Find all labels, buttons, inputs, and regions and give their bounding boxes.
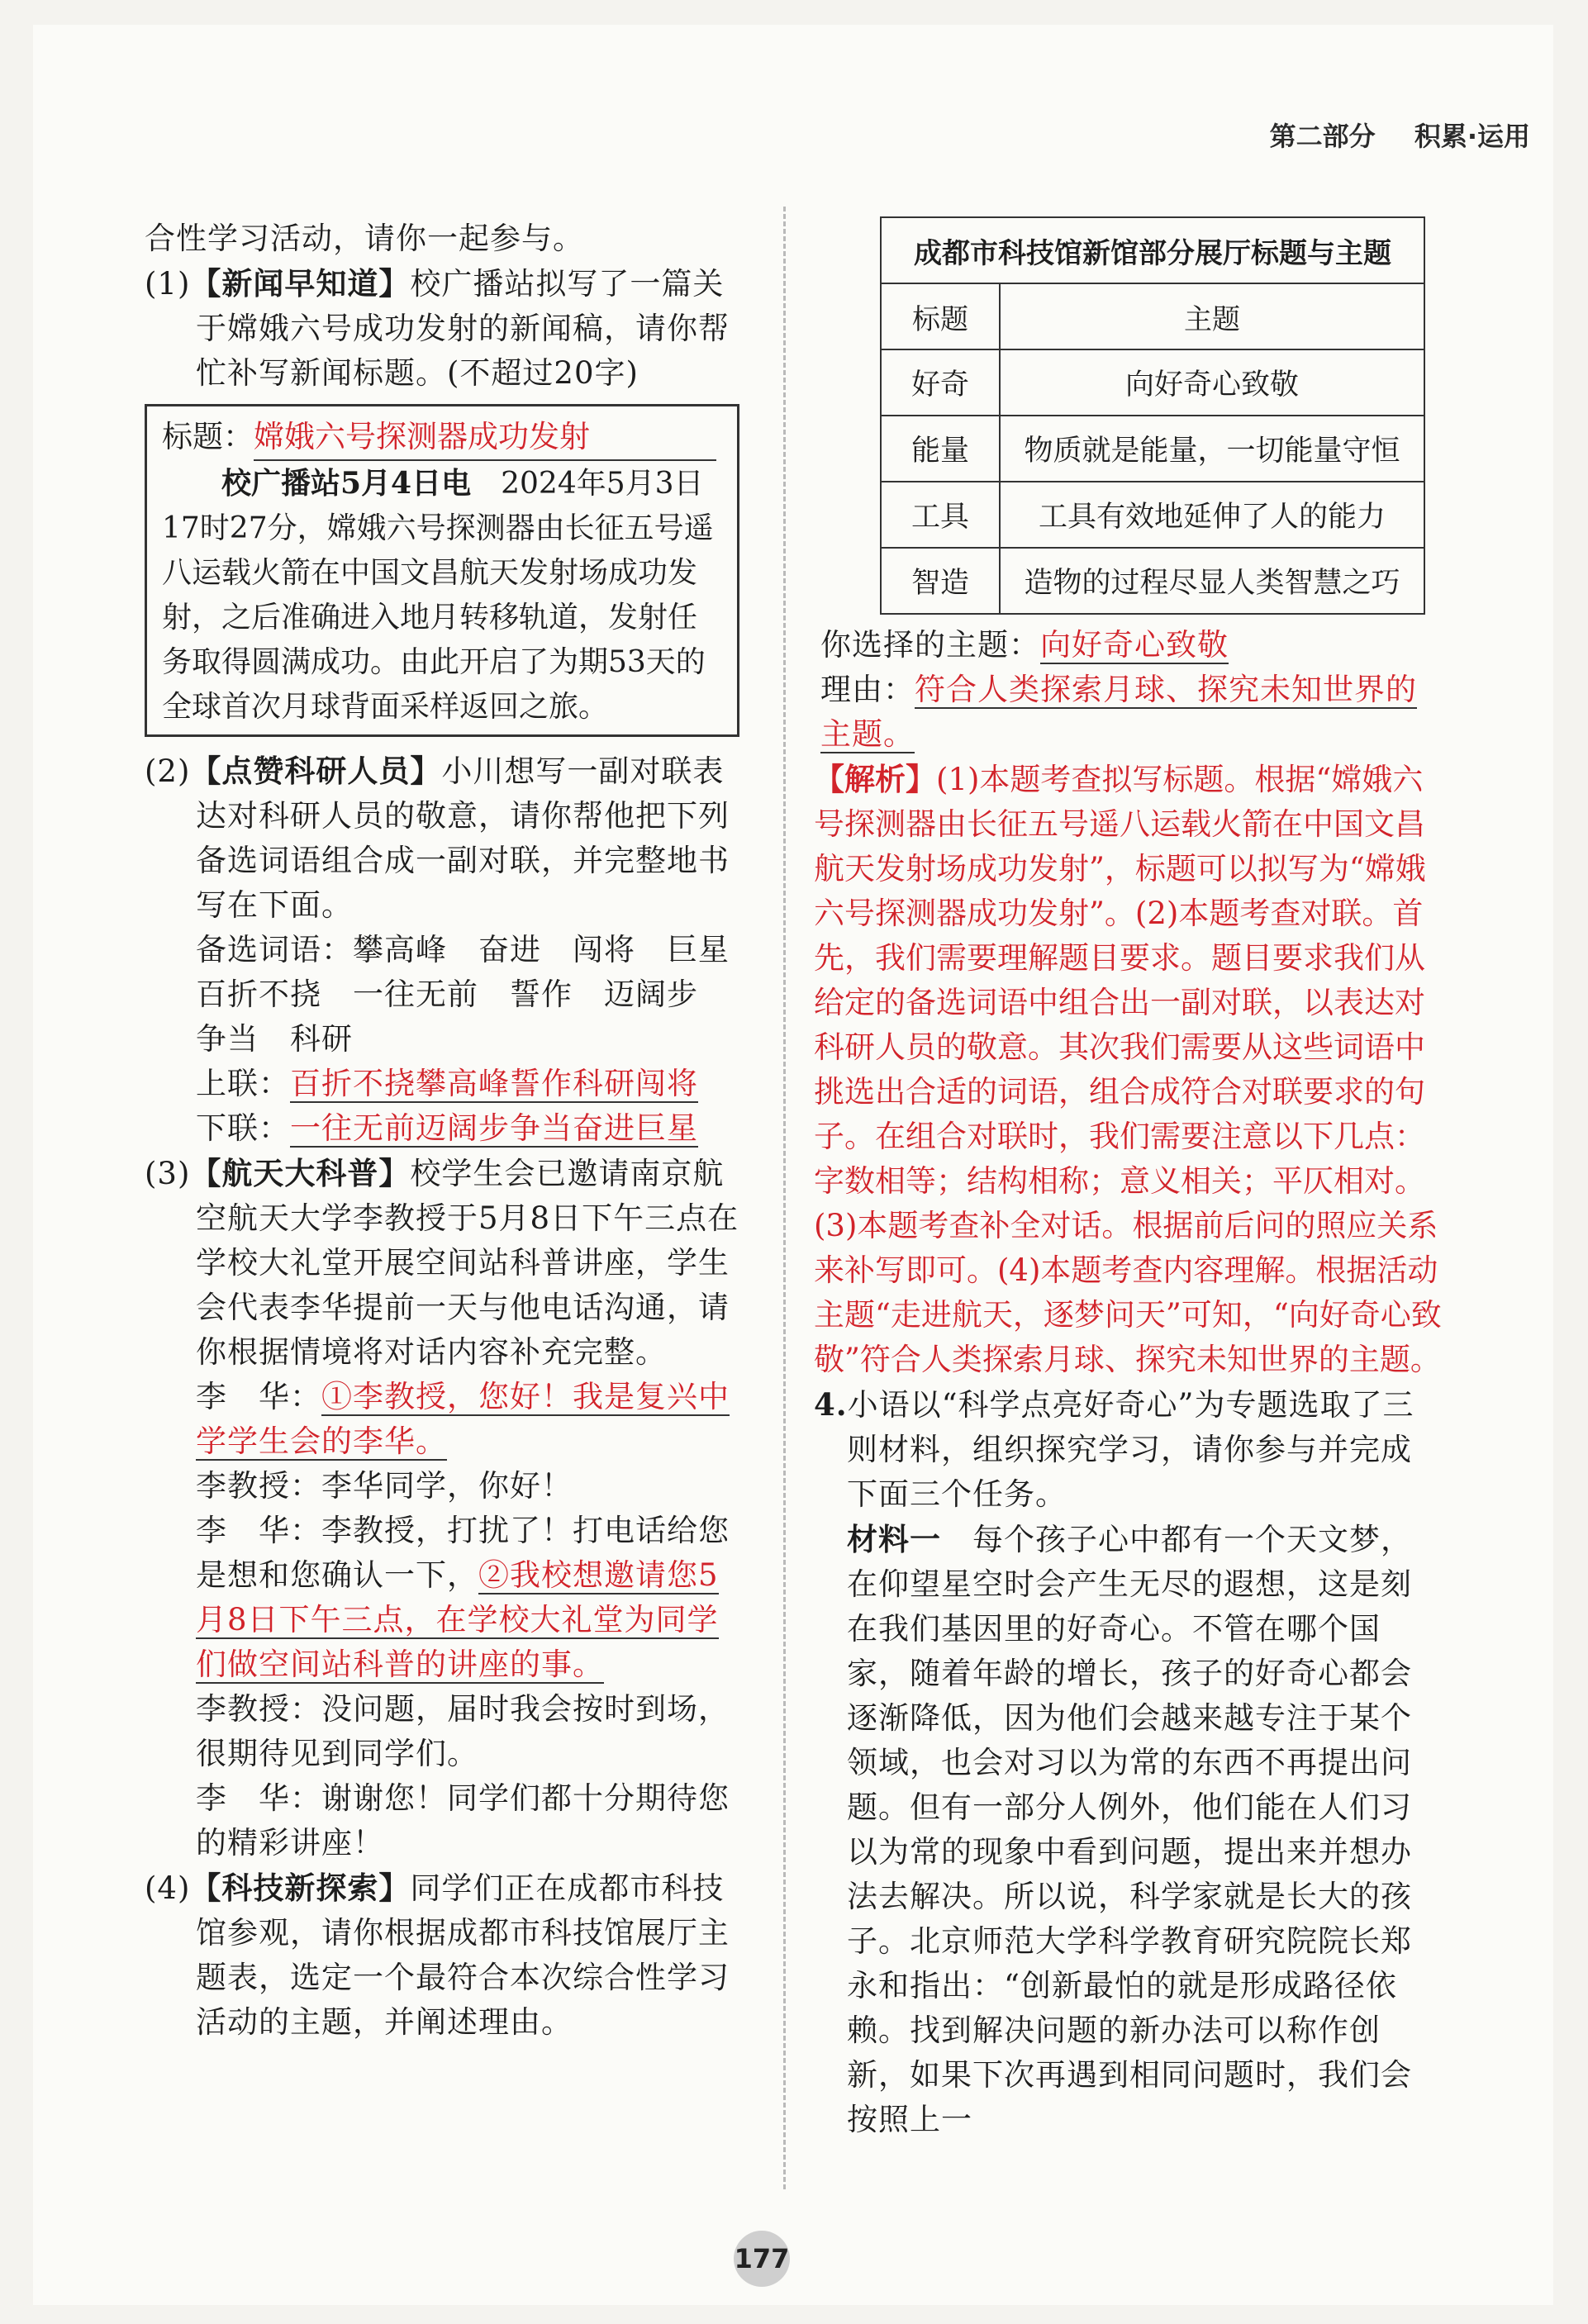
choice-answer[interactable]: 向好奇心致敬: [1040, 627, 1229, 663]
q2-upper: [145, 1062, 739, 1106]
speaker-prof: 李教授：: [196, 1691, 321, 1727]
table-header-theme: 主题: [1000, 283, 1424, 349]
news-title-line: [162, 415, 722, 461]
news-title-label: 标题：: [162, 419, 254, 454]
reason-label: 理由：: [820, 672, 915, 707]
q2-words-label: 备选词语：: [196, 932, 353, 967]
q2-lower-label: 下联：: [196, 1110, 290, 1146]
dialog-li-2: [145, 1509, 739, 1687]
table-cell-title: 工具: [881, 482, 1000, 548]
choice-line: [814, 623, 1442, 668]
q1-prompt: [145, 261, 739, 396]
table-header-title: 标题: [881, 283, 1000, 349]
analysis-text: (1)本题考查拟写标题。根据“嫦娥六号探测器由长征五号遥八运载火箭在中国文昌航天发射场成功发射”，标题可以拟写为“嫦娥六号探测器成功发射”。(2)本题考查对联。首先，我们需要理解题目要求。题目要求我们从给定的备选词语中组合出一副对联，以表达对科研人员的敬意。其次我们需要从这些词语中挑选出合适的词语，组合成符合对联要求的句子。在组合对联时，我们需要注意以下几点：字数相等；结构相称；意义相关；平仄相对。(3)本题考查补全对话。根据前后问的照应关系来补写即可。(4)本题考查内容理解。根据活动主题“走进航天，逐梦问天”可知，“向好奇心致敬”符合人类探索月球、探究未知世界的主题。: [814, 762, 1442, 1377]
table-cell-theme: 造物的过程尽显人类智慧之巧: [1000, 548, 1424, 614]
blank1-num: ①: [321, 1379, 353, 1414]
table-cell-theme: 向好奇心致敬: [1000, 349, 1424, 416]
right-column: [814, 216, 1442, 2142]
news-title-answer[interactable]: 嫦娥六号探测器成功发射: [254, 415, 716, 461]
table-row: [881, 482, 1424, 548]
q2-words-line2: 百折不挠 一往无前 誓作 迈阔步: [196, 977, 698, 1012]
table-row: [881, 416, 1424, 482]
q2-words-line1: 攀高峰 奋进 闯将 巨星: [353, 932, 730, 967]
q3-label: (3): [145, 1156, 191, 1191]
q2-tag: 【点赞科研人员】: [190, 753, 442, 789]
news-body: [162, 461, 722, 730]
dialog-prof-2: [145, 1687, 739, 1776]
q-4-num: 4.: [814, 1386, 848, 1423]
header-part: 第二部分: [1269, 121, 1376, 152]
news-body-text: 2024年5月3日17时27分，嫦娥六号探测器由长征五号遥八运载火箭在中国文昌航天发射场成功发射，之后准确进入地月转移轨道，发射任务取得圆满成功。由此开启了为期53天的全球首次月球背面采样返回之旅。: [162, 467, 714, 724]
q2-prompt: [145, 749, 739, 928]
q4-text: 同学们正在成都市科技馆参观，请你根据成都市科技馆展厅主题表，选定一个最符合本次综合性学习活动的主题，并阐述理由。: [196, 1870, 730, 2040]
q2-upper-answer[interactable]: 百折不挠攀高峰誓作科研闯将: [290, 1066, 698, 1101]
header-section: 积累·运用: [1414, 121, 1530, 152]
analysis-block: [814, 757, 1442, 1382]
q-4-prompt: [814, 1382, 1442, 1517]
q2-words-line3: 争当 科研: [196, 1021, 353, 1057]
running-header: [1240, 116, 1530, 154]
blank1-answer[interactable]: 李教授，您好！我是复兴中学学生会的李华。: [196, 1379, 730, 1459]
news-lead: 校广播站5月4日电: [221, 466, 472, 501]
q2-label: (2): [145, 753, 191, 789]
material-label: 材料一: [847, 1521, 941, 1557]
table-cell-title: 能量: [881, 416, 1000, 482]
li-line2: 李教授，打扰了！打电话给您是想和您确认一下，: [196, 1513, 730, 1593]
q2-text: 小川想写一副对联表达对科研人员的敬意，请你帮他把下列备选词语组合成一副对联，并完整地书写在下面。: [196, 753, 730, 923]
column-divider: [783, 207, 786, 2189]
choice-label: 你选择的主题：: [820, 627, 1040, 663]
q4-prompt: [145, 1865, 739, 2045]
reason-line: [814, 668, 1442, 757]
q-4-text: 小语以“科学点亮好奇心”为专题选取了三则材料，组织探究学习，请你参与并完成下面三个任务。: [847, 1387, 1414, 1512]
speaker-li: 李 华：: [196, 1780, 321, 1816]
left-column: [145, 216, 739, 2045]
speaker-li: 李 华：: [196, 1513, 321, 1548]
q1-text: 校广播站拟写了一篇关于嫦娥六号成功发射的新闻稿，请你帮忙补写新闻标题。(不超过20字): [196, 266, 730, 391]
q2-words: [145, 928, 739, 972]
table-cell-title: 好奇: [881, 349, 1000, 416]
q4-label: (4): [145, 1870, 191, 1906]
speaker-li: 李 华：: [196, 1379, 321, 1414]
dialog-prof-1: [145, 1464, 739, 1509]
prof-line2: 没问题，届时我会按时到场，很期待见到同学们。: [196, 1691, 730, 1771]
dialog-li-3: [145, 1776, 739, 1865]
prof-line1: 李华同学，你好！: [321, 1468, 573, 1504]
news-box: [145, 404, 739, 737]
li-line3: 谢谢您！同学们都十分期待您的精彩讲座！: [196, 1780, 730, 1861]
q3-prompt: [145, 1151, 739, 1375]
reason-answer[interactable]: 符合人类探索月球、探究未知世界的主题。: [820, 672, 1417, 752]
material-text: 每个孩子心中都有一个天文梦，在仰望星空时会产生无尽的遐想，这是刻在我们基因里的好奇心。不管在哪个国家，随着年龄的增长，孩子的好奇心都会逐渐降低，因为他们会越来越专注于某个领域，也会对习以为常的东西不再提出问题。但有一部分人例外，他们能在人们习以为常的现象中看到问题，提出来并想办法去解决。所以说，科学家就是长大的孩子。北京师范大学科学教育研究院院长郑永和指出：“创新最怕的就是形成路径依赖。找到解决问题的新办法可以称作创新，如果下次再遇到相同问题时，我们会按照上一: [847, 1522, 1412, 2137]
table-row: [881, 349, 1424, 416]
q4-tag: 【科技新探索】: [190, 1870, 411, 1906]
table-cell-theme: 物质就是能量，一切能量守恒: [1000, 416, 1424, 482]
analysis-tag: 【解析】: [814, 761, 936, 797]
q3-tag: 【航天大科普】: [190, 1155, 411, 1191]
speaker-prof: 李教授：: [196, 1468, 321, 1504]
q2-lower-answer[interactable]: 一往无前迈阔步争当奋进巨星: [290, 1110, 698, 1146]
q2-lower: [145, 1106, 739, 1151]
q1-tag: 【新闻早知道】: [190, 265, 411, 302]
intro-text: 合性学习活动，请你一起参与。: [145, 221, 584, 256]
q1-label: (1): [145, 266, 191, 302]
table-caption: 成都市科技馆新馆部分展厅标题与主题: [881, 217, 1424, 283]
q3-text: 校学生会已邀请南京航空航天大学李教授于5月8日下午三点在学校大礼堂开展空间站科普讲座，学生会代表李华提前一天与他电话沟通，请你根据情境将对话内容补充完整。: [196, 1156, 739, 1370]
table-row: [881, 548, 1424, 614]
table-cell-theme: 工具有效地延伸了人的能力: [1000, 482, 1424, 548]
blank2-answer[interactable]: 我校想邀请您5月8日下午三点，在学校大礼堂为同学们做空间站科普的讲座的事。: [196, 1557, 719, 1682]
material-one: [814, 1517, 1442, 2142]
dialog-li-1: [145, 1375, 739, 1464]
page-number: 177: [734, 2231, 790, 2287]
exhibit-table: [880, 216, 1425, 615]
table-cell-title: 智造: [881, 548, 1000, 614]
q2-upper-label: 上联：: [196, 1066, 290, 1101]
blank2-num: ②: [478, 1557, 510, 1593]
